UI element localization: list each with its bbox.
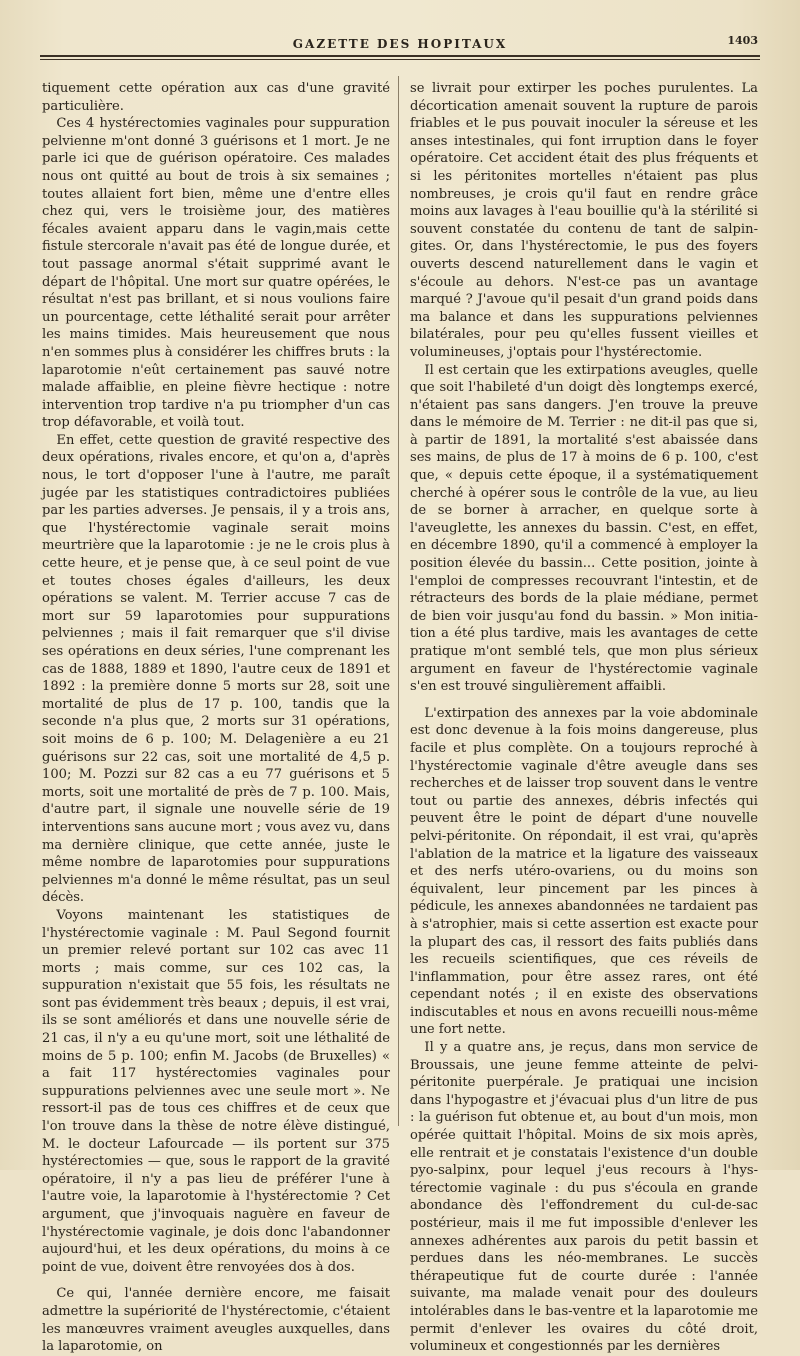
paragraph: se livrait pour extirper les poches purulentes. La décortication amenait souvent la rupture de parois friables et le pus pouvait inoculer la séreuse et les anses intestinales, qui font irruption dans le foyer opératoire. Cet accident était des plus fréquents et si les péritonites mortelles n'étaient pas plus nombreuses, je crois qu'il faut en rendre grâce moins aux lavages à l'eau bouillie qu'à la stérilité si souvent constatée du contenu de tant de salpingites. Or, dans l'hystérectomie, le pus des foyers ouverts descend naturellement dans le vagin et s'écoule au dehors. N'est-ce pas un avantage marqué ? J'avoue qu'il pesait d'un grand poids dans ma balance et dans les suppurations pelviennes bilatérales, pour peu qu'elles fussent vieilles et volumineuses, j'optais pour l'hystérectomie. xyxy=(410,81,758,360)
page-number: 1403 xyxy=(727,34,758,47)
right-column xyxy=(410,80,758,1355)
column-divider xyxy=(398,76,399,1126)
paragraph: L'extirpation des annexes par la voie abdominale est donc devenue à la fois moins dangereuse, plus facile et plus complète. On a toujours reproché à l'hystérectomie vaginale d'être aveugle dans ses recherches et de laisser trop souvent dans le ventre tout ou partie des annexes, débris infectés qui peuvent être le point de départ d'une nouvelle pelvi-péritonite. On répondait, il est vrai, qu'après l'ablation de la matrice et la ligature des vaisseaux et des nerfs utéro-ovariens, ou du moins son équivalent, leur pincement par les pinces à pédicule, les annexes abandonnées ne tardaient pas à s'atrophier, mais si cette assertion est exacte pour la plupart des cas, il ressort des faits publiés dans les recueils scientifiques, que ces réveils de l'inflammation, pour être assez rares, ont été cependant notés ; il en existe des observations indiscutables et nous en avons recueilli nous-même une fort nette. xyxy=(410,705,758,1038)
paragraph: Voyons maintenant les statistiques de l'hystérectomie vaginale : M. Paul Segond fournit un premier relevé portant sur 102 cas avec 11 morts ; mais comme, sur ces 102 cas, la suppuration n'existait que 55 fois, les résultats ne sont pas évidemment très beaux ; depuis, il est vrai, ils se sont améliorés et dans une nouvelle série de 21 cas, il n'y a eu qu'une mort, soit une léthalité de moins de 5 p. 100; enfin M. Jacobs (de Bruxelles) « a fait 117 hystérectomies vaginales pour suppurations pelviennes avec une seule mort ». Ne ressort-il pas de tous ces chiffres et de ceux que l'on trouve dans la thèse de notre élève distingué, M. le docteur Lafourcade — ils portent sur 375 hystérectomies — que, sous le rapport de la gravité opératoire, il n'y a pas lieu de préférer l'une à l'autre voie, la laparotomie à l'hystérectomie ? Cet argument, que j'invoquais naguère en faveur de l'hystérectomie vaginale, je dois donc l'abandonner aujourd'hui, et les deux opérations, du moins à ce point de vue, doivent être renvoyées dos à dos. xyxy=(42,907,390,1275)
paragraph: tiquement cette opération aux cas d'une gravité particulière. xyxy=(42,81,390,114)
paragraph: Il est certain que les extirpations aveugles, quelle que soit l'habileté d'un doigt dès longtemps exercé, n'étaient pas sans dangers. J'en trouve la preuve dans le mémoire de M. Terrier : ne dit-il pas que si, à partir de 1891, la mortalité s'est abaissée dans ses mains, de plus de 17 à moins de 6 p. 100, c'est que, « depuis cette époque, il a systématiquement cherché à opérer sous le contrôle de la vue, au lieu de se borner à arracher, en quelque sorte à l'aveuglette, les annexes du bassin. C'est, en effet, en décembre 1890, qu'il a commencé à employer la position élevée du bassin... Cette position, jointe à l'emploi de compresses recouvrant l'intestin, et de rétracteurs des bords de la plaie médiane, permet de bien voir jusqu'au fond du bassin. » Mon initiation a été plus tardive, mais les avantages de cette pratique m'ont semblé tels, que mon plus sérieux argument en faveur de l'hystérectomie vaginale s'en est trouvé singulièrement affaibli. xyxy=(410,362,758,695)
paragraph: Ces 4 hystérectomies vaginales pour suppuration pelvienne m'ont donné 3 guérisons et 1 mort. Je ne parle ici que de guérison opératoire. Ces malades nous ont quitté au bout de trois à six semaines ; toutes allaient fort bien, même une d'entre elles chez qui, vers le troisième jour, des matières fécales avaient apparu dans le vagin,mais cette fistule stercorale n'avait pas été de longue durée, et tout passage anormal s'était supprimé avant le départ de l'hôpital. Une mort sur quatre opérées, le résultat n'est pas brillant, et si nous voulions faire un pourcentage, cette léthalité serait pour arrêter les mains timides. Mais heureusement que nous n'en sommes plus à considérer les chiffres bruts : la laparotomie n'eût certainement pas sauvé notre malade affaiblie, en pleine fièvre hectique : notre intervention trop tardive n'a pu triompher d'un cas trop défavorable, et voilà tout. xyxy=(42,116,390,431)
page-header xyxy=(40,30,760,70)
left-column xyxy=(42,80,390,1355)
header-rule-thin xyxy=(40,59,760,60)
running-title: GAZETTE DES HOPITAUX xyxy=(292,37,508,51)
paragraph: Il y a quatre ans, je reçus, dans mon service de Broussais, une jeune femme atteinte de pelvi-péritonite puerpérale. Je pratiquai une incision dans l'hypogastre et j'évacuai plus d'un litre de pus : la guérison fut obtenue et, au bout d'un mois, mon opérée quittait l'hôpital. Moins de six mois après, elle rentrait et je constatais l'existence d'un double pyo-salpinx, pour lequel j'eus recours à l'hystérectomie vaginale : du pus s'écoula en grande abondance dès l'effondrement du cul-de-sac postérieur, mais il me fut impossible d'enlever les annexes adhérentes aux parois du petit bassin et perdues dans les néo-membranes. Le succès thérapeutique fut de courte durée : l'année suivante, ma malade venait pour des douleurs intolérables dans le bas-ventre et la laparotomie me permit d'enlever les ovaires du côté droit, volumineux et congestionnés par les dernières xyxy=(410,1040,758,1355)
paragraph: En effet, cette question de gravité respective des deux opérations, rivales encore, et qu'on a, d'après nous, le tort d'opposer l'une à l'autre, me paraît jugée par les statistiques contradictoires publiées par les parties adverses. Je pensais, il y a trois ans, que l'hystérectomie vaginale serait moins meurtrière que la laparotomie : je ne le crois plus à cette heure, et je pense que, à ce seul point de vue et toutes choses égales d'ailleurs, les deux opérations se valent. M. Terrier accuse 7 cas de mort sur 59 laparotomies pour suppurations pelviennes ; mais il fait remarquer que s'il divise ses opérations en deux séries, l'une comprenant les cas de 1888, 1889 et 1890, l'autre ceux de 1891 et 1892 : la première donne 5 morts sur 28, soit une mortalité de plus de 17 p. 100, tandis que la seconde n'a plus que, 2 morts sur 31 opérations, soit moins de 6 p. 100; M. Delagenière a eu 21 guérisons sur 22 cas, soit une mortalité de 4,5 p. 100; M. Pozzi sur 82 cas a eu 77 guérisons et 5 morts, soit une mortalité de près de 7 p. 100. Mais, d'autre part, il signale une nouvelle série de 19 interventions sans aucune mort ; vous avez vu, dans ma dernière clinique, que cette année, juste le même nombre de laparotomies pour suppurations pelviennes m'a donné le même résultat, pas un seul décès. xyxy=(42,432,390,906)
paragraph: Ce qui, l'année dernière encore, me faisait admettre la supériorité de l'hystérectomie, c'étaient les manœuvres vraiment aveugles auxquelles, dans la laparotomie, on xyxy=(42,1286,390,1355)
header-rule-thick xyxy=(40,55,760,57)
